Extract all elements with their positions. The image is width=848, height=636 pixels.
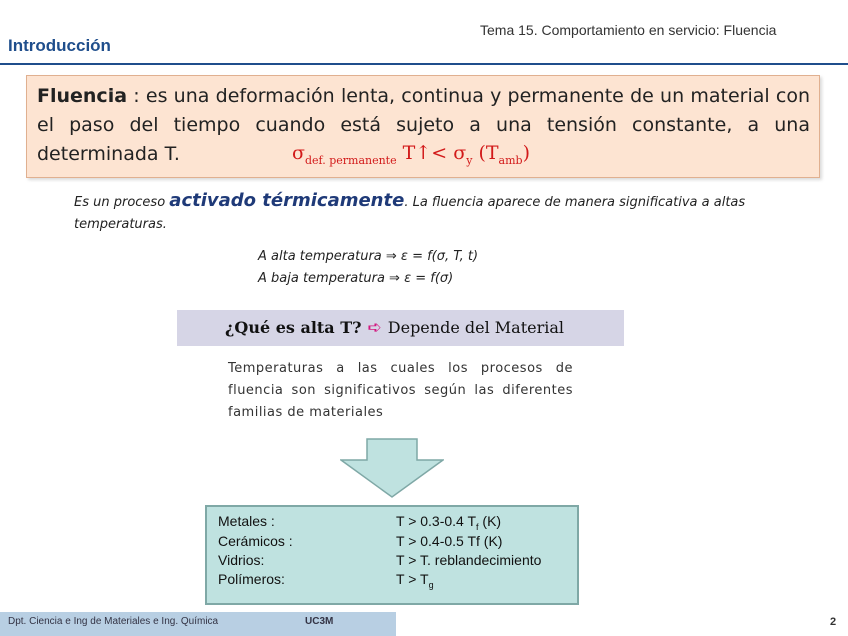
definition-box <box>26 75 820 178</box>
formula-sub2: y <box>466 153 473 167</box>
process-paragraph <box>74 190 774 236</box>
question-answer: Depende del Material <box>387 318 565 337</box>
definition-body: : es una deformación lenta, continua y permanente de un material con el paso del tiempo cuando está sujeto a una tensión constante, a una determinada T. <box>37 85 810 165</box>
right-arrow-icon: ➪ <box>367 318 382 338</box>
material-row <box>218 552 542 568</box>
temperatures-paragraph: Temperaturas a las cuales los procesos de fluencia son significativos según las diferentes familias de materiales <box>228 361 573 420</box>
formula-close: ) <box>522 142 530 164</box>
creep-formula <box>292 142 530 167</box>
process-post: . La fluencia aparece de manera significativa a altas temperaturas. <box>74 195 746 232</box>
slide-topic: Tema 15. Comportamiento en servicio: Fluencia <box>480 22 777 38</box>
material-value <box>396 513 501 532</box>
down-arrow-icon <box>340 438 444 498</box>
material-row <box>218 533 503 549</box>
question-text <box>225 318 564 338</box>
value-sub: f <box>476 521 479 532</box>
formula-sigma: σ <box>292 142 305 164</box>
material-name: Metales : <box>218 513 275 529</box>
value-text: T > T <box>396 571 429 587</box>
material-row <box>218 513 502 532</box>
process-pre: Es un proceso <box>74 195 170 210</box>
header-divider <box>0 63 848 65</box>
formula-mid: T↑< σ <box>396 142 467 164</box>
value-tail: (K) <box>478 513 502 529</box>
value-text: T > 0.3-0.4 T <box>396 513 477 529</box>
footer-university: UC3M <box>305 616 334 627</box>
material-name: Cerámicos : <box>218 533 293 549</box>
process-emphasis: activado térmicamente <box>169 190 405 211</box>
material-name: Vidrios: <box>218 552 265 568</box>
definition-term: Fluencia <box>37 85 128 107</box>
value-sub: g <box>428 579 434 590</box>
low-temperature-relation: A baja temperatura ⇒ ε = f(σ) <box>258 271 454 286</box>
formula-sub3: amb <box>498 153 523 167</box>
page-number: 2 <box>830 616 837 628</box>
question-bar <box>177 310 624 346</box>
material-value: T > 0.4-0.5 Tf (K) <box>396 533 503 549</box>
question-ask: ¿Qué es alta T? <box>225 318 362 337</box>
formula-end: (T <box>472 142 499 164</box>
high-temperature-relation: A alta temperatura ⇒ ε = f(σ, T, t) <box>258 249 479 264</box>
formula-sub: def. permanente <box>304 153 397 167</box>
materials-table <box>205 505 579 605</box>
material-name: Polímeros: <box>218 571 285 587</box>
material-row <box>218 571 434 590</box>
section-title: Introducción <box>8 36 111 55</box>
footer-department: Dpt. Ciencia e Ing de Materiales e Ing. Química <box>8 616 219 627</box>
material-value: T > T. reblandecimiento <box>396 552 542 568</box>
material-value <box>396 571 434 590</box>
